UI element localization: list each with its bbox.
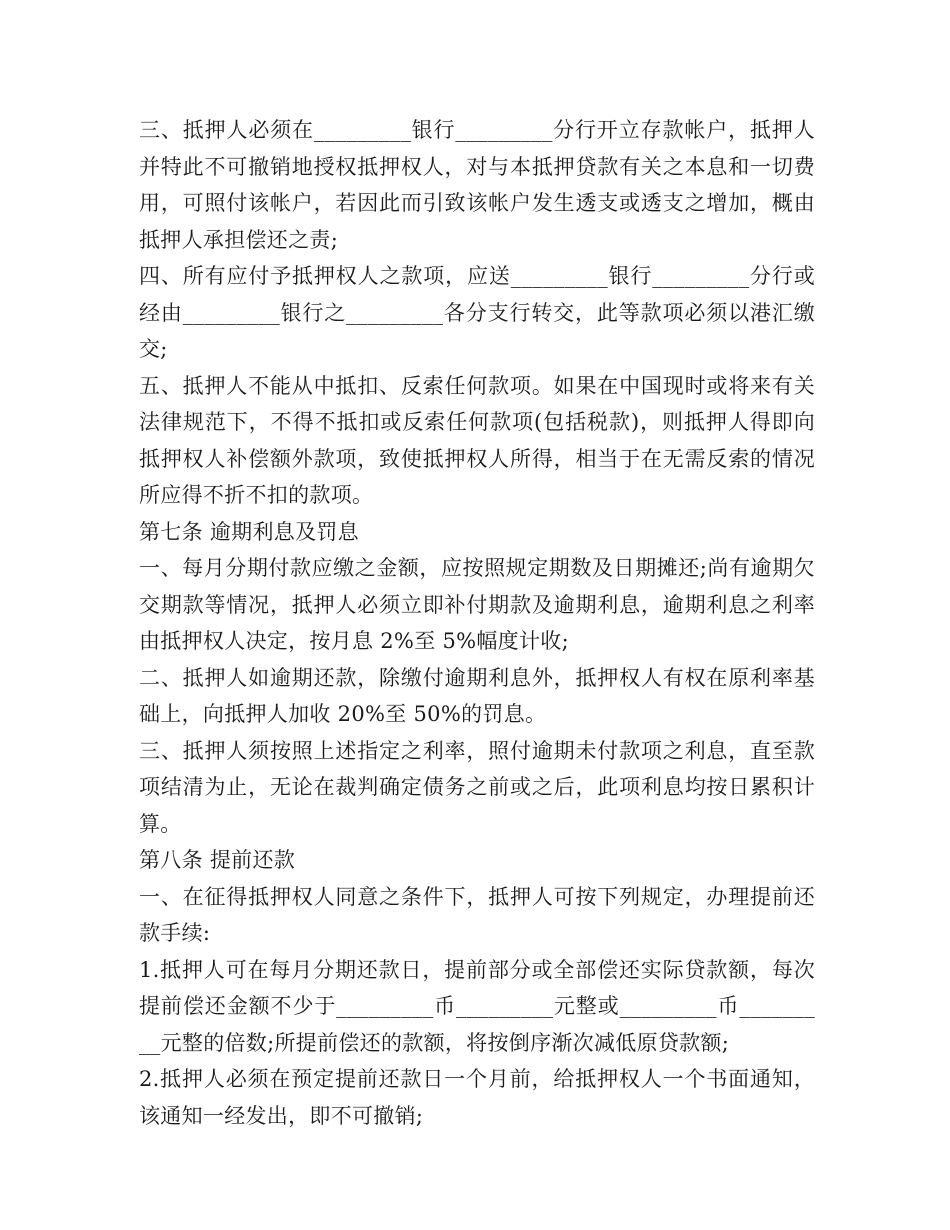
paragraph-article8-clause1: 一、在征得抵押权人同意之条件下，抵押人可按下列规定，办理提前还款手续: <box>139 884 815 945</box>
paragraph-article7-clause3: 三、抵押人须按照上述指定之利率，照付逾期未付款项之利息，直至款项结清为止，无论在裁判确定债务之前或之后，此项利息均按日累积计算。 <box>139 738 815 836</box>
paragraph-article7-clause1: 一、每月分期付款应缴之金额，应按照规定期数及日期摊还;尚有逾期欠交期款等情况，抵押人必须立即补付期款及逾期利息，逾期利息之利率由抵押权人决定，按月息 2%至 5%幅度计收; <box>139 556 815 653</box>
article8-heading: 第八条 提前还款 <box>139 848 296 872</box>
paragraph-article8-item1: 1.抵押人可在每月分期还款日，提前部分或全部偿还实际贷款额，每次提前偿还金额不少于_________币_________元整或_________币_________元整的倍数;所提前偿还的款额，将按倒序渐次减低原贷款额; <box>139 957 815 1055</box>
paragraph-article6-clause4: 四、所有应付予抵押权人之款项，应送_________银行_________分行或经由_________银行之_________各分支行转交，此等款项必须以港汇缴交; <box>139 264 815 361</box>
article7-heading: 第七条 逾期利息及罚息 <box>139 519 359 544</box>
paragraph-article6-clause5: 五、抵押人不能从中抵扣、反索任何款项。如果在中国现时或将来有关法律规范下，不得不抵扣或反索任何款项(包括税款)，则抵押人得即向抵押权人补偿额外款项，致使抵押权人所得，相当于在无需反索的情况所应得不折不扣的款项。 <box>139 373 815 507</box>
document-body <box>139 112 815 1134</box>
paragraph-article7-clause2: 二、抵押人如逾期还款，除缴付逾期利息外，抵押权人有权在原利率基础上，向抵押人加收 20%至 50%的罚息。 <box>139 665 815 726</box>
paragraph-article6-clause3: 三、抵押人必须在_________银行_________分行开立存款帐户，抵押人并特此不可撤销地授权抵押权人，对与本抵押贷款有关之本息和一切费用，可照付该帐户，若因此而引致该帐户发生透支或透支之增加，概由抵押人承担偿还之责; <box>139 118 815 252</box>
paragraph-article8-item2: 2.抵押人必须在预定提前还款日一个月前，给抵押权人一个书面通知，该通知一经发出，即不可撤销; <box>139 1067 815 1128</box>
